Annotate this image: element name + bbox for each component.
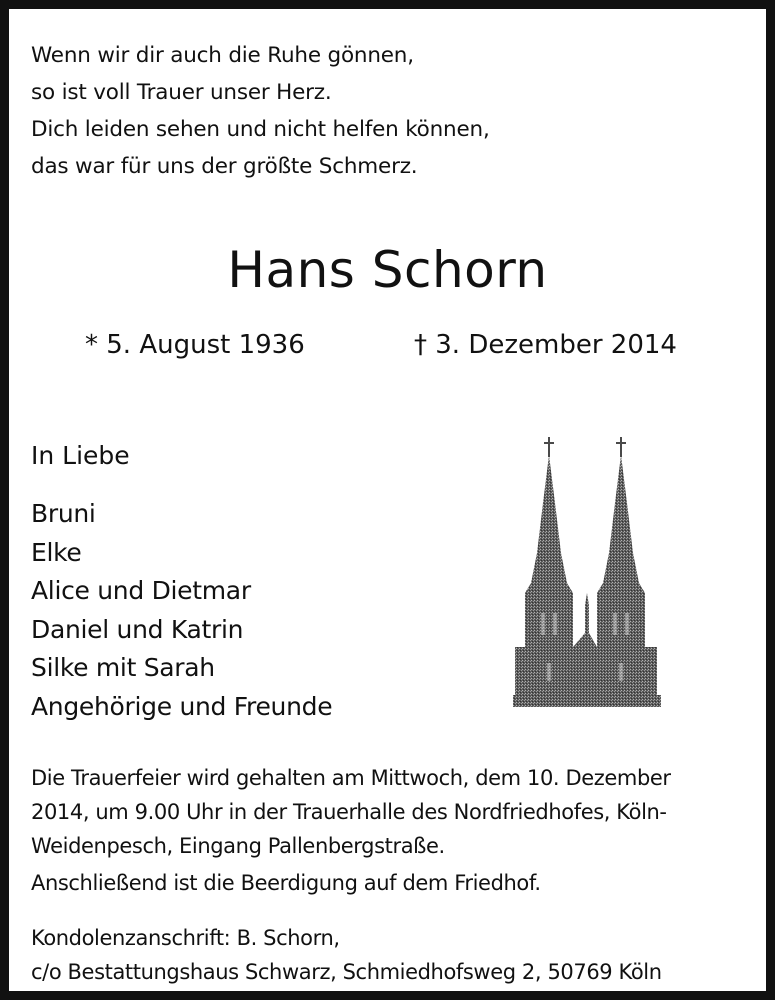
mourners-intro: In Liebe	[31, 441, 130, 470]
cathedral-icon	[503, 433, 673, 711]
address-line: Kondolenzanschrift: B. Schorn,	[31, 926, 340, 950]
poem-line: das war für uns der größte Schmerz.	[31, 154, 418, 179]
deceased-name: Hans Schorn	[227, 241, 548, 299]
mourner-name: Angehörige und Freunde	[31, 691, 333, 721]
condolence-address	[31, 921, 662, 989]
ceremony-line: 2014, um 9.00 Uhr in der Trauerhalle des Nordfriedhofes, Köln-	[31, 800, 667, 824]
birth-date: * 5. August 1936	[85, 330, 305, 360]
mourner-name: Elke	[31, 537, 82, 567]
mourner-name: Silke mit Sarah	[31, 653, 215, 683]
burial-note: Anschließend ist die Beerdigung auf dem Friedhof.	[31, 871, 541, 895]
poem-line: Dich leiden sehen und nicht helfen können,	[31, 117, 490, 142]
address-line: c/o Bestattungshaus Schwarz, Schmiedhofsweg 2, 50769 Köln	[31, 960, 662, 984]
poem	[31, 37, 490, 185]
ceremony-line: Die Trauerfeier wird gehalten am Mittwoch, dem 10. Dezember	[31, 766, 671, 790]
ceremony-details	[31, 761, 671, 863]
mourner-name: Bruni	[31, 499, 96, 528]
mourner-name: Daniel und Katrin	[31, 614, 244, 644]
poem-line: Wenn wir dir auch die Ruhe gönnen,	[31, 43, 414, 68]
ceremony-line: Weidenpesch, Eingang Pallenbergstraße.	[31, 834, 445, 858]
mourners-list	[31, 495, 332, 727]
poem-line: so ist voll Trauer unser Herz.	[31, 80, 332, 105]
mourner-name: Alice und Dietmar	[31, 576, 251, 606]
death-date: † 3. Dezember 2014	[414, 330, 677, 360]
